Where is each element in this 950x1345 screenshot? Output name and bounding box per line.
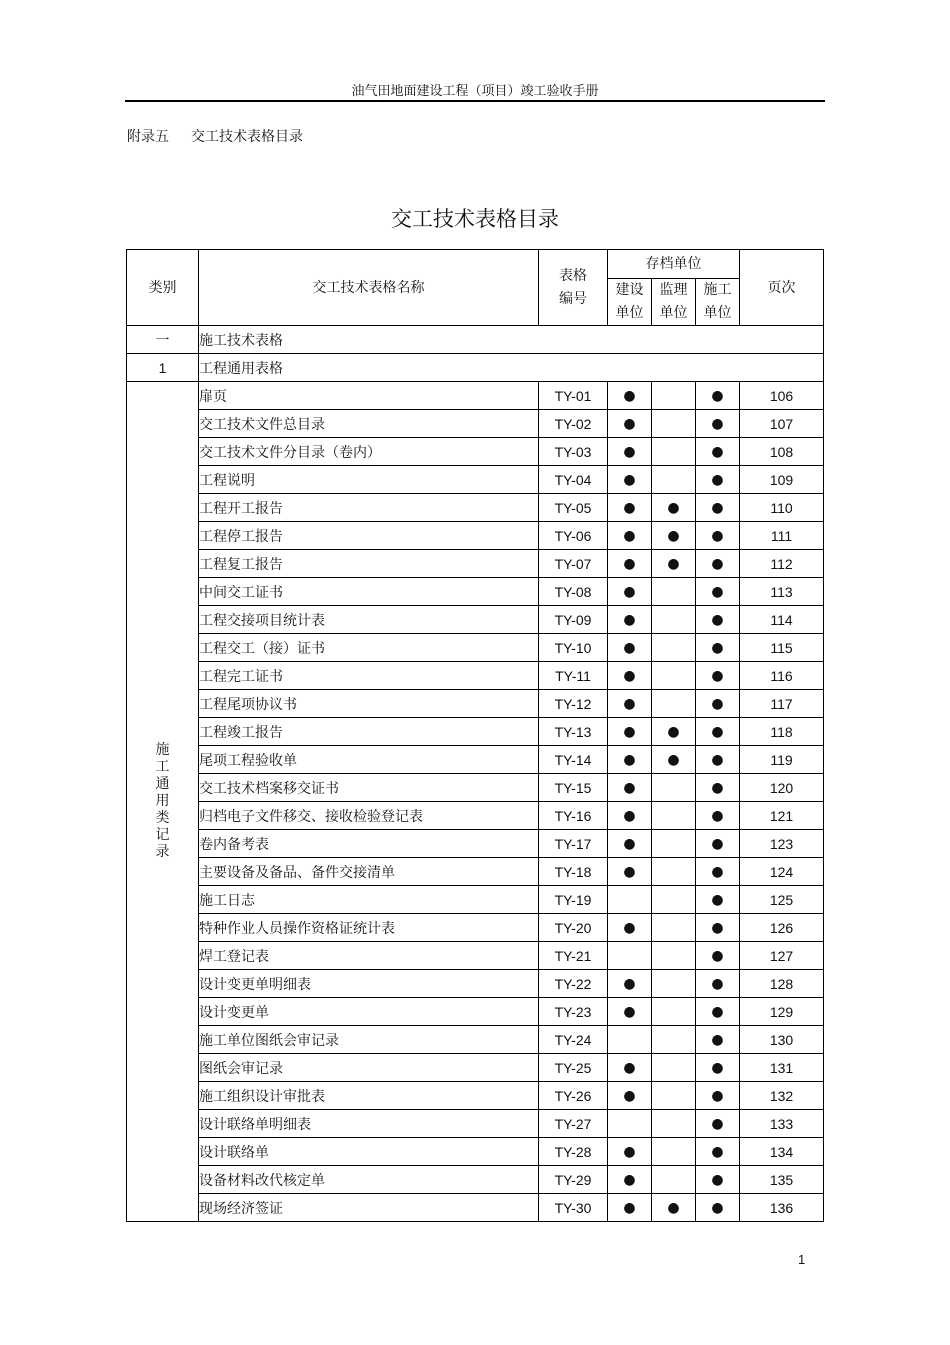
table-row xyxy=(127,662,824,690)
archive-mark-supervise xyxy=(652,690,696,718)
archive-mark-supervise xyxy=(652,606,696,634)
form-code: TY-25 xyxy=(539,1054,608,1082)
archive-mark-supervise xyxy=(652,382,696,410)
form-name: 交工技术文件分目录（卷内） xyxy=(199,438,539,466)
table-row xyxy=(127,1166,824,1194)
page-ref: 111 xyxy=(740,522,824,550)
table-row xyxy=(127,942,824,970)
archive-mark-build: ● xyxy=(608,438,652,466)
form-code: TY-17 xyxy=(539,830,608,858)
toc-table xyxy=(126,249,824,1222)
appendix-title: 交工技术表格目录 xyxy=(191,129,303,145)
page-ref: 127 xyxy=(740,942,824,970)
archive-mark-supervise: ● xyxy=(652,522,696,550)
table-row xyxy=(127,802,824,830)
table-row xyxy=(127,970,824,998)
form-name: 工程说明 xyxy=(199,466,539,494)
section-name: 施工技术表格 xyxy=(199,326,824,354)
form-code: TY-16 xyxy=(539,802,608,830)
header-rule xyxy=(125,100,825,102)
archive-mark-supervise xyxy=(652,942,696,970)
archive-mark-build: ● xyxy=(608,606,652,634)
archive-mark-build: ● xyxy=(608,914,652,942)
header-category: 类别 xyxy=(127,250,199,326)
page-ref: 117 xyxy=(740,690,824,718)
archive-mark-contract: ● xyxy=(696,858,740,886)
table-row xyxy=(127,1054,824,1082)
page-ref: 136 xyxy=(740,1194,824,1222)
archive-mark-supervise xyxy=(652,466,696,494)
form-name: 施工组织设计审批表 xyxy=(199,1082,539,1110)
page-ref: 119 xyxy=(740,746,824,774)
form-name: 现场经济签证 xyxy=(199,1194,539,1222)
archive-mark-supervise xyxy=(652,858,696,886)
form-code: TY-14 xyxy=(539,746,608,774)
table-header xyxy=(127,250,824,326)
archive-mark-build: ● xyxy=(608,858,652,886)
table-row xyxy=(127,494,824,522)
header-supervision-text: 监理单位 xyxy=(659,282,688,321)
archive-mark-contract: ● xyxy=(696,578,740,606)
header-code xyxy=(539,250,608,326)
form-code: TY-13 xyxy=(539,718,608,746)
archive-mark-contract: ● xyxy=(696,998,740,1026)
table-body xyxy=(127,326,824,1222)
archive-mark-contract: ● xyxy=(696,718,740,746)
form-name: 交工技术档案移交证书 xyxy=(199,774,539,802)
archive-mark-contract: ● xyxy=(696,1082,740,1110)
header-page: 页次 xyxy=(740,250,824,326)
form-code: TY-22 xyxy=(539,970,608,998)
archive-mark-build: ● xyxy=(608,382,652,410)
form-name: 设计变更单 xyxy=(199,998,539,1026)
table-row xyxy=(127,522,824,550)
form-name: 设计变更单明细表 xyxy=(199,970,539,998)
form-name: 尾项工程验收单 xyxy=(199,746,539,774)
archive-mark-supervise xyxy=(652,970,696,998)
archive-mark-supervise xyxy=(652,634,696,662)
form-name: 工程开工报告 xyxy=(199,494,539,522)
table-row xyxy=(127,1194,824,1222)
page-ref: 125 xyxy=(740,886,824,914)
running-header: 油气田地面建设工程（项目）竣工验收手册 xyxy=(351,84,599,99)
header-contractor-text: 施工单位 xyxy=(703,282,732,321)
section-name: 工程通用表格 xyxy=(199,354,824,382)
archive-mark-supervise xyxy=(652,886,696,914)
archive-mark-contract: ● xyxy=(696,550,740,578)
archive-mark-build: ● xyxy=(608,1138,652,1166)
form-code: TY-15 xyxy=(539,774,608,802)
archive-mark-build: ● xyxy=(608,550,652,578)
archive-mark-build: ● xyxy=(608,802,652,830)
table-row xyxy=(127,438,824,466)
table-row xyxy=(127,746,824,774)
archive-mark-contract: ● xyxy=(696,914,740,942)
page-ref: 106 xyxy=(740,382,824,410)
table-row xyxy=(127,830,824,858)
form-name: 焊工登记表 xyxy=(199,942,539,970)
archive-mark-supervise xyxy=(652,802,696,830)
archive-mark-supervise xyxy=(652,1110,696,1138)
table-row xyxy=(127,1110,824,1138)
page-ref: 120 xyxy=(740,774,824,802)
form-code: TY-06 xyxy=(539,522,608,550)
page-ref: 134 xyxy=(740,1138,824,1166)
form-name: 施工单位图纸会审记录 xyxy=(199,1026,539,1054)
page-ref: 123 xyxy=(740,830,824,858)
archive-mark-contract: ● xyxy=(696,1194,740,1222)
form-code: TY-29 xyxy=(539,1166,608,1194)
table-row xyxy=(127,466,824,494)
archive-mark-supervise xyxy=(652,1054,696,1082)
table-row xyxy=(127,550,824,578)
form-code: TY-28 xyxy=(539,1138,608,1166)
archive-mark-contract: ● xyxy=(696,662,740,690)
archive-mark-contract: ● xyxy=(696,494,740,522)
page-ref: 107 xyxy=(740,410,824,438)
form-name: 工程完工证书 xyxy=(199,662,539,690)
form-name: 施工日志 xyxy=(199,886,539,914)
page-number: 1 xyxy=(798,1252,806,1267)
archive-mark-build xyxy=(608,1026,652,1054)
archive-mark-contract: ● xyxy=(696,522,740,550)
page-ref: 121 xyxy=(740,802,824,830)
archive-mark-build xyxy=(608,942,652,970)
archive-mark-build: ● xyxy=(608,1082,652,1110)
archive-mark-contract: ● xyxy=(696,1138,740,1166)
section-label: 1 xyxy=(127,354,199,382)
archive-mark-supervise: ● xyxy=(652,718,696,746)
section-row xyxy=(127,326,824,354)
page-ref: 131 xyxy=(740,1054,824,1082)
form-name: 主要设备及备品、备件交接清单 xyxy=(199,858,539,886)
archive-mark-contract: ● xyxy=(696,438,740,466)
form-name: 工程交接项目统计表 xyxy=(199,606,539,634)
archive-mark-build: ● xyxy=(608,998,652,1026)
form-code: TY-20 xyxy=(539,914,608,942)
page-ref: 126 xyxy=(740,914,824,942)
archive-mark-supervise xyxy=(652,410,696,438)
appendix-label: 附录五 xyxy=(127,129,169,145)
archive-mark-contract: ● xyxy=(696,802,740,830)
form-code: TY-12 xyxy=(539,690,608,718)
archive-mark-build: ● xyxy=(608,1054,652,1082)
page-ref: 108 xyxy=(740,438,824,466)
archive-mark-build: ● xyxy=(608,1166,652,1194)
page-ref: 133 xyxy=(740,1110,824,1138)
archive-mark-build: ● xyxy=(608,830,652,858)
page-ref: 113 xyxy=(740,578,824,606)
archive-mark-contract: ● xyxy=(696,690,740,718)
page-ref: 128 xyxy=(740,970,824,998)
form-name: 交工技术文件总目录 xyxy=(199,410,539,438)
form-name: 设备材料改代核定单 xyxy=(199,1166,539,1194)
archive-mark-build: ● xyxy=(608,970,652,998)
archive-mark-supervise xyxy=(652,1082,696,1110)
table-row xyxy=(127,858,824,886)
archive-mark-supervise xyxy=(652,662,696,690)
page-ref: 130 xyxy=(740,1026,824,1054)
archive-mark-supervise xyxy=(652,914,696,942)
archive-mark-contract: ● xyxy=(696,410,740,438)
table-row xyxy=(127,1138,824,1166)
table-row xyxy=(127,774,824,802)
page-ref: 114 xyxy=(740,606,824,634)
archive-mark-contract: ● xyxy=(696,942,740,970)
group-label: 施工通用类记录 xyxy=(155,742,170,860)
archive-mark-contract: ● xyxy=(696,1110,740,1138)
archive-mark-supervise xyxy=(652,830,696,858)
table-row xyxy=(127,914,824,942)
archive-mark-build: ● xyxy=(608,718,652,746)
archive-mark-build xyxy=(608,1110,652,1138)
form-name: 设计联络单 xyxy=(199,1138,539,1166)
form-code: TY-19 xyxy=(539,886,608,914)
archive-mark-supervise xyxy=(652,998,696,1026)
archive-mark-contract: ● xyxy=(696,830,740,858)
archive-mark-contract: ● xyxy=(696,886,740,914)
form-name: 扉页 xyxy=(199,382,539,410)
form-code: TY-09 xyxy=(539,606,608,634)
archive-mark-supervise xyxy=(652,1138,696,1166)
form-name: 特种作业人员操作资格证统计表 xyxy=(199,914,539,942)
section-row xyxy=(127,354,824,382)
page-ref: 116 xyxy=(740,662,824,690)
archive-mark-contract: ● xyxy=(696,746,740,774)
table-row xyxy=(127,382,824,410)
form-code: TY-18 xyxy=(539,858,608,886)
header-construction-owner-text: 建设单位 xyxy=(615,282,644,321)
form-name: 工程停工报告 xyxy=(199,522,539,550)
form-code: TY-07 xyxy=(539,550,608,578)
form-name: 工程交工（接）证书 xyxy=(199,634,539,662)
archive-mark-contract: ● xyxy=(696,466,740,494)
header-name: 交工技术表格名称 xyxy=(199,250,539,326)
header-supervision xyxy=(652,279,696,326)
table-row xyxy=(127,1026,824,1054)
table-row xyxy=(127,718,824,746)
form-code: TY-03 xyxy=(539,438,608,466)
header-code-text: 表格编号 xyxy=(558,267,587,307)
archive-mark-contract: ● xyxy=(696,606,740,634)
form-name: 中间交工证书 xyxy=(199,578,539,606)
archive-mark-build: ● xyxy=(608,578,652,606)
form-code: TY-04 xyxy=(539,466,608,494)
page-ref: 129 xyxy=(740,998,824,1026)
form-code: TY-27 xyxy=(539,1110,608,1138)
page-ref: 118 xyxy=(740,718,824,746)
archive-mark-supervise: ● xyxy=(652,494,696,522)
table-row xyxy=(127,634,824,662)
table-row xyxy=(127,998,824,1026)
archive-mark-contract: ● xyxy=(696,634,740,662)
form-code: TY-26 xyxy=(539,1082,608,1110)
page-ref: 112 xyxy=(740,550,824,578)
form-code: TY-21 xyxy=(539,942,608,970)
form-code: TY-10 xyxy=(539,634,608,662)
archive-mark-supervise: ● xyxy=(652,746,696,774)
form-name: 工程尾项协议书 xyxy=(199,690,539,718)
header-archive-unit: 存档单位 xyxy=(608,250,740,279)
form-code: TY-24 xyxy=(539,1026,608,1054)
archive-mark-build: ● xyxy=(608,410,652,438)
group-label-cell xyxy=(127,382,199,1222)
table-row xyxy=(127,578,824,606)
archive-mark-build: ● xyxy=(608,522,652,550)
page-ref: 109 xyxy=(740,466,824,494)
header-contractor xyxy=(696,279,740,326)
form-name: 归档电子文件移交、接收检验登记表 xyxy=(199,802,539,830)
form-name: 设计联络单明细表 xyxy=(199,1110,539,1138)
page-ref: 124 xyxy=(740,858,824,886)
table-row xyxy=(127,886,824,914)
form-code: TY-01 xyxy=(539,382,608,410)
appendix-heading xyxy=(127,126,303,146)
archive-mark-build: ● xyxy=(608,634,652,662)
form-name: 工程复工报告 xyxy=(199,550,539,578)
archive-mark-build: ● xyxy=(608,746,652,774)
archive-mark-supervise xyxy=(652,1026,696,1054)
archive-mark-contract: ● xyxy=(696,1026,740,1054)
archive-mark-build: ● xyxy=(608,774,652,802)
archive-mark-contract: ● xyxy=(696,1166,740,1194)
form-code: TY-08 xyxy=(539,578,608,606)
form-code: TY-23 xyxy=(539,998,608,1026)
archive-mark-build: ● xyxy=(608,690,652,718)
form-name: 图纸会审记录 xyxy=(199,1054,539,1082)
archive-mark-build: ● xyxy=(608,1194,652,1222)
archive-mark-supervise: ● xyxy=(652,1194,696,1222)
archive-mark-build: ● xyxy=(608,494,652,522)
archive-mark-supervise xyxy=(652,1166,696,1194)
archive-mark-contract: ● xyxy=(696,1054,740,1082)
archive-mark-supervise xyxy=(652,774,696,802)
form-code: TY-11 xyxy=(539,662,608,690)
table-row xyxy=(127,1082,824,1110)
table-row xyxy=(127,410,824,438)
table-row xyxy=(127,690,824,718)
page-title: 交工技术表格目录 xyxy=(391,207,559,231)
archive-mark-contract: ● xyxy=(696,382,740,410)
archive-mark-build: ● xyxy=(608,662,652,690)
archive-mark-build xyxy=(608,886,652,914)
form-code: TY-30 xyxy=(539,1194,608,1222)
archive-mark-build: ● xyxy=(608,466,652,494)
header-construction-owner xyxy=(608,279,652,326)
page-ref: 132 xyxy=(740,1082,824,1110)
section-label: 一 xyxy=(127,326,199,354)
page-ref: 110 xyxy=(740,494,824,522)
page-ref: 135 xyxy=(740,1166,824,1194)
form-name: 工程竣工报告 xyxy=(199,718,539,746)
archive-mark-contract: ● xyxy=(696,774,740,802)
archive-mark-supervise xyxy=(652,438,696,466)
form-name: 卷内备考表 xyxy=(199,830,539,858)
archive-mark-supervise: ● xyxy=(652,550,696,578)
form-code: TY-05 xyxy=(539,494,608,522)
archive-mark-supervise xyxy=(652,578,696,606)
archive-mark-contract: ● xyxy=(696,970,740,998)
table-row xyxy=(127,606,824,634)
page-ref: 115 xyxy=(740,634,824,662)
form-code: TY-02 xyxy=(539,410,608,438)
